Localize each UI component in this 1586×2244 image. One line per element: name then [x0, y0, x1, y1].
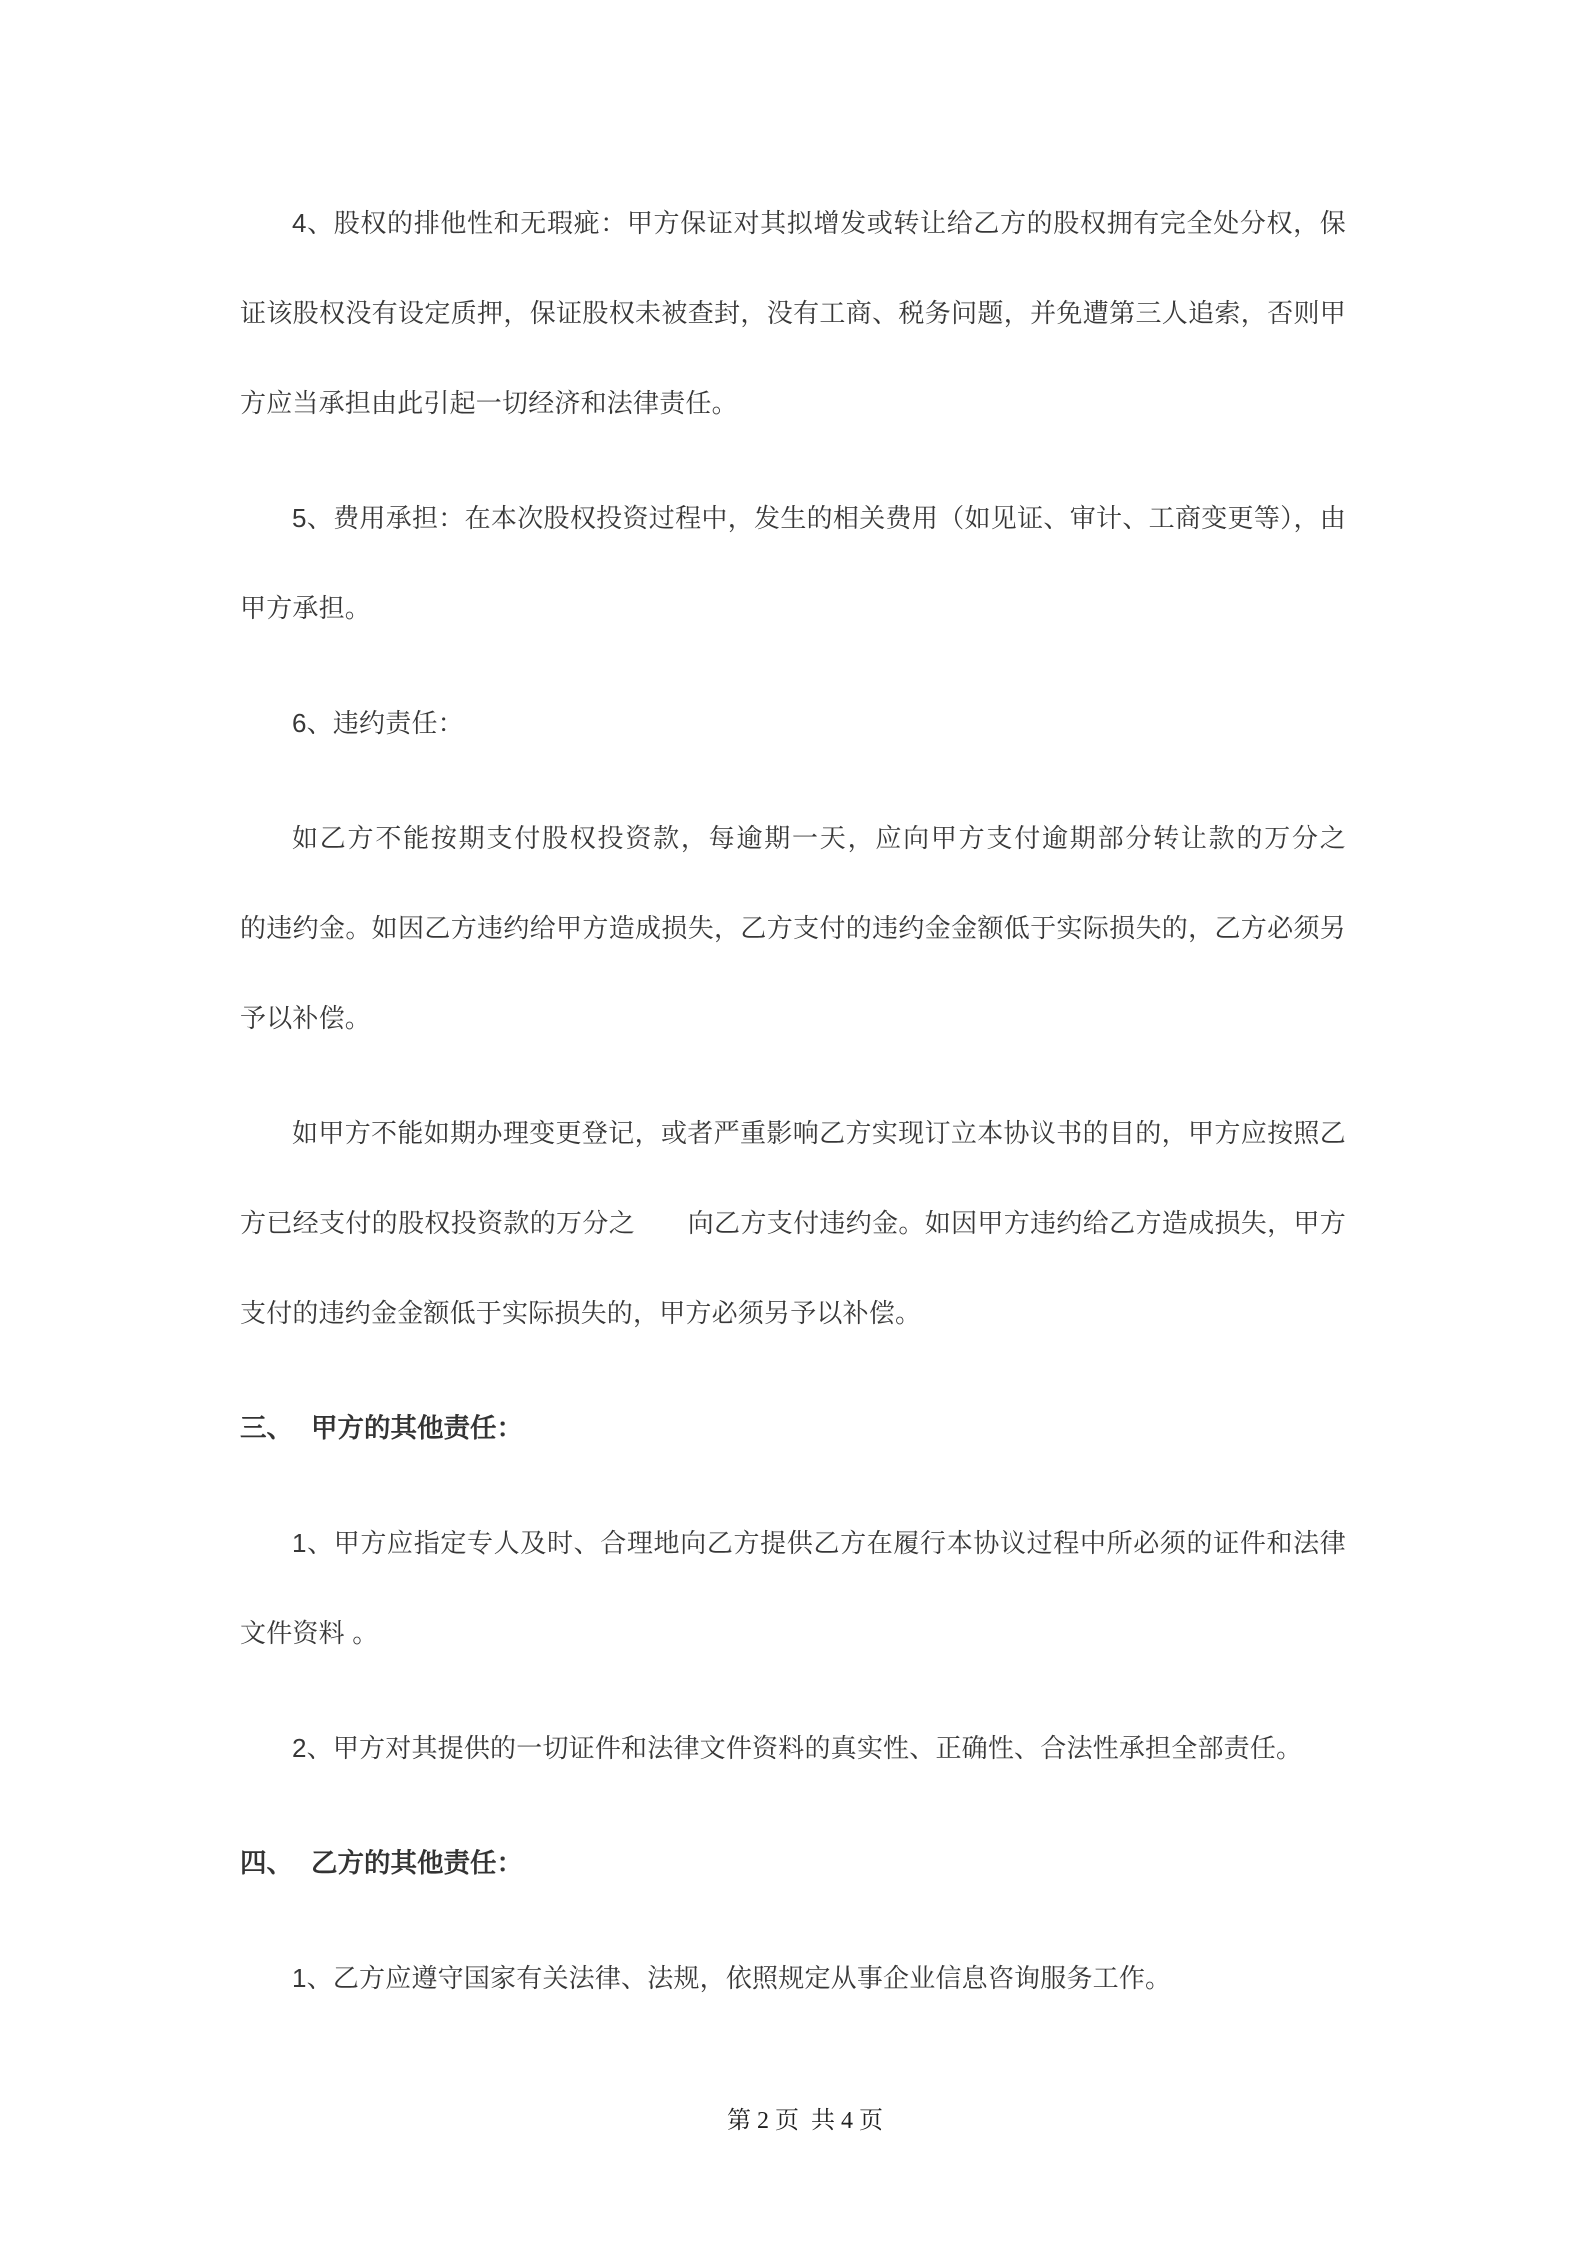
clause-6-buyer-breach-paragraph: 如乙方不能按期支付股权投资款，每逾期一天，应向甲方支付逾期部分转让款的万分之 的违约金。如因乙方违约给甲方造成损失，乙方支付的违约金金额低于实际损失的，乙方必须另予以补偿。 [240, 823, 1380, 1033]
section-4-number: 四、 [240, 1848, 293, 1878]
section-3-heading [240, 1383, 1346, 1473]
section-3-item-1-paragraph: 1、甲方应指定专人及时、合理地向乙方提供乙方在履行本协议过程中所必须的证件和法律文件资料 。 [240, 1528, 1346, 1648]
page-number-text: 第 2 页 共 4 页 [727, 2108, 883, 2134]
clause-4-warranty-paragraph: 4、股权的排他性和无瑕疵：甲方保证对其拟增发或转让给乙方的股权拥有完全处分权，保证该股权没有设定质押，保证股权未被查封，没有工商、税务问题，并免遭第三人追索，否则甲方应当承担由此引起一切经济和法律责任。 [240, 208, 1346, 418]
clause-6-breach-title-paragraph: 6、违约责任： [292, 708, 464, 738]
page-footer [0, 2070, 1586, 2172]
document-body [240, 178, 1380, 2048]
clause-5-fees-paragraph: 5、费用承担：在本次股权投资过程中，发生的相关费用（如见证、审计、工商变更等），由甲方承担。 [240, 503, 1346, 623]
section-3-title: 甲方的其他责任： [311, 1413, 523, 1443]
section-4-item-1-paragraph: 1、乙方应遵守国家有关法律、法规，依照规定从事企业信息咨询服务工作。 [292, 1963, 1172, 1993]
section-4-heading [240, 1818, 1346, 1908]
section-3-item-2-paragraph: 2、甲方对其提供的一切证件和法律文件资料的真实性、正确性、合法性承担全部责任。 [292, 1733, 1303, 1763]
section-3-number: 三、 [240, 1413, 293, 1443]
clause-6-seller-breach-paragraph: 如甲方不能如期办理变更登记，或者严重影响乙方实现订立本协议书的目的，甲方应按照乙方已经支付的股权投资款的万分之 向乙方支付违约金。如因甲方违约给乙方造成损失，甲方支付的违约金金额低于实际损失的，甲方必须另予以补偿。 [240, 1118, 1346, 1328]
section-4-title: 乙方的其他责任： [311, 1848, 523, 1878]
